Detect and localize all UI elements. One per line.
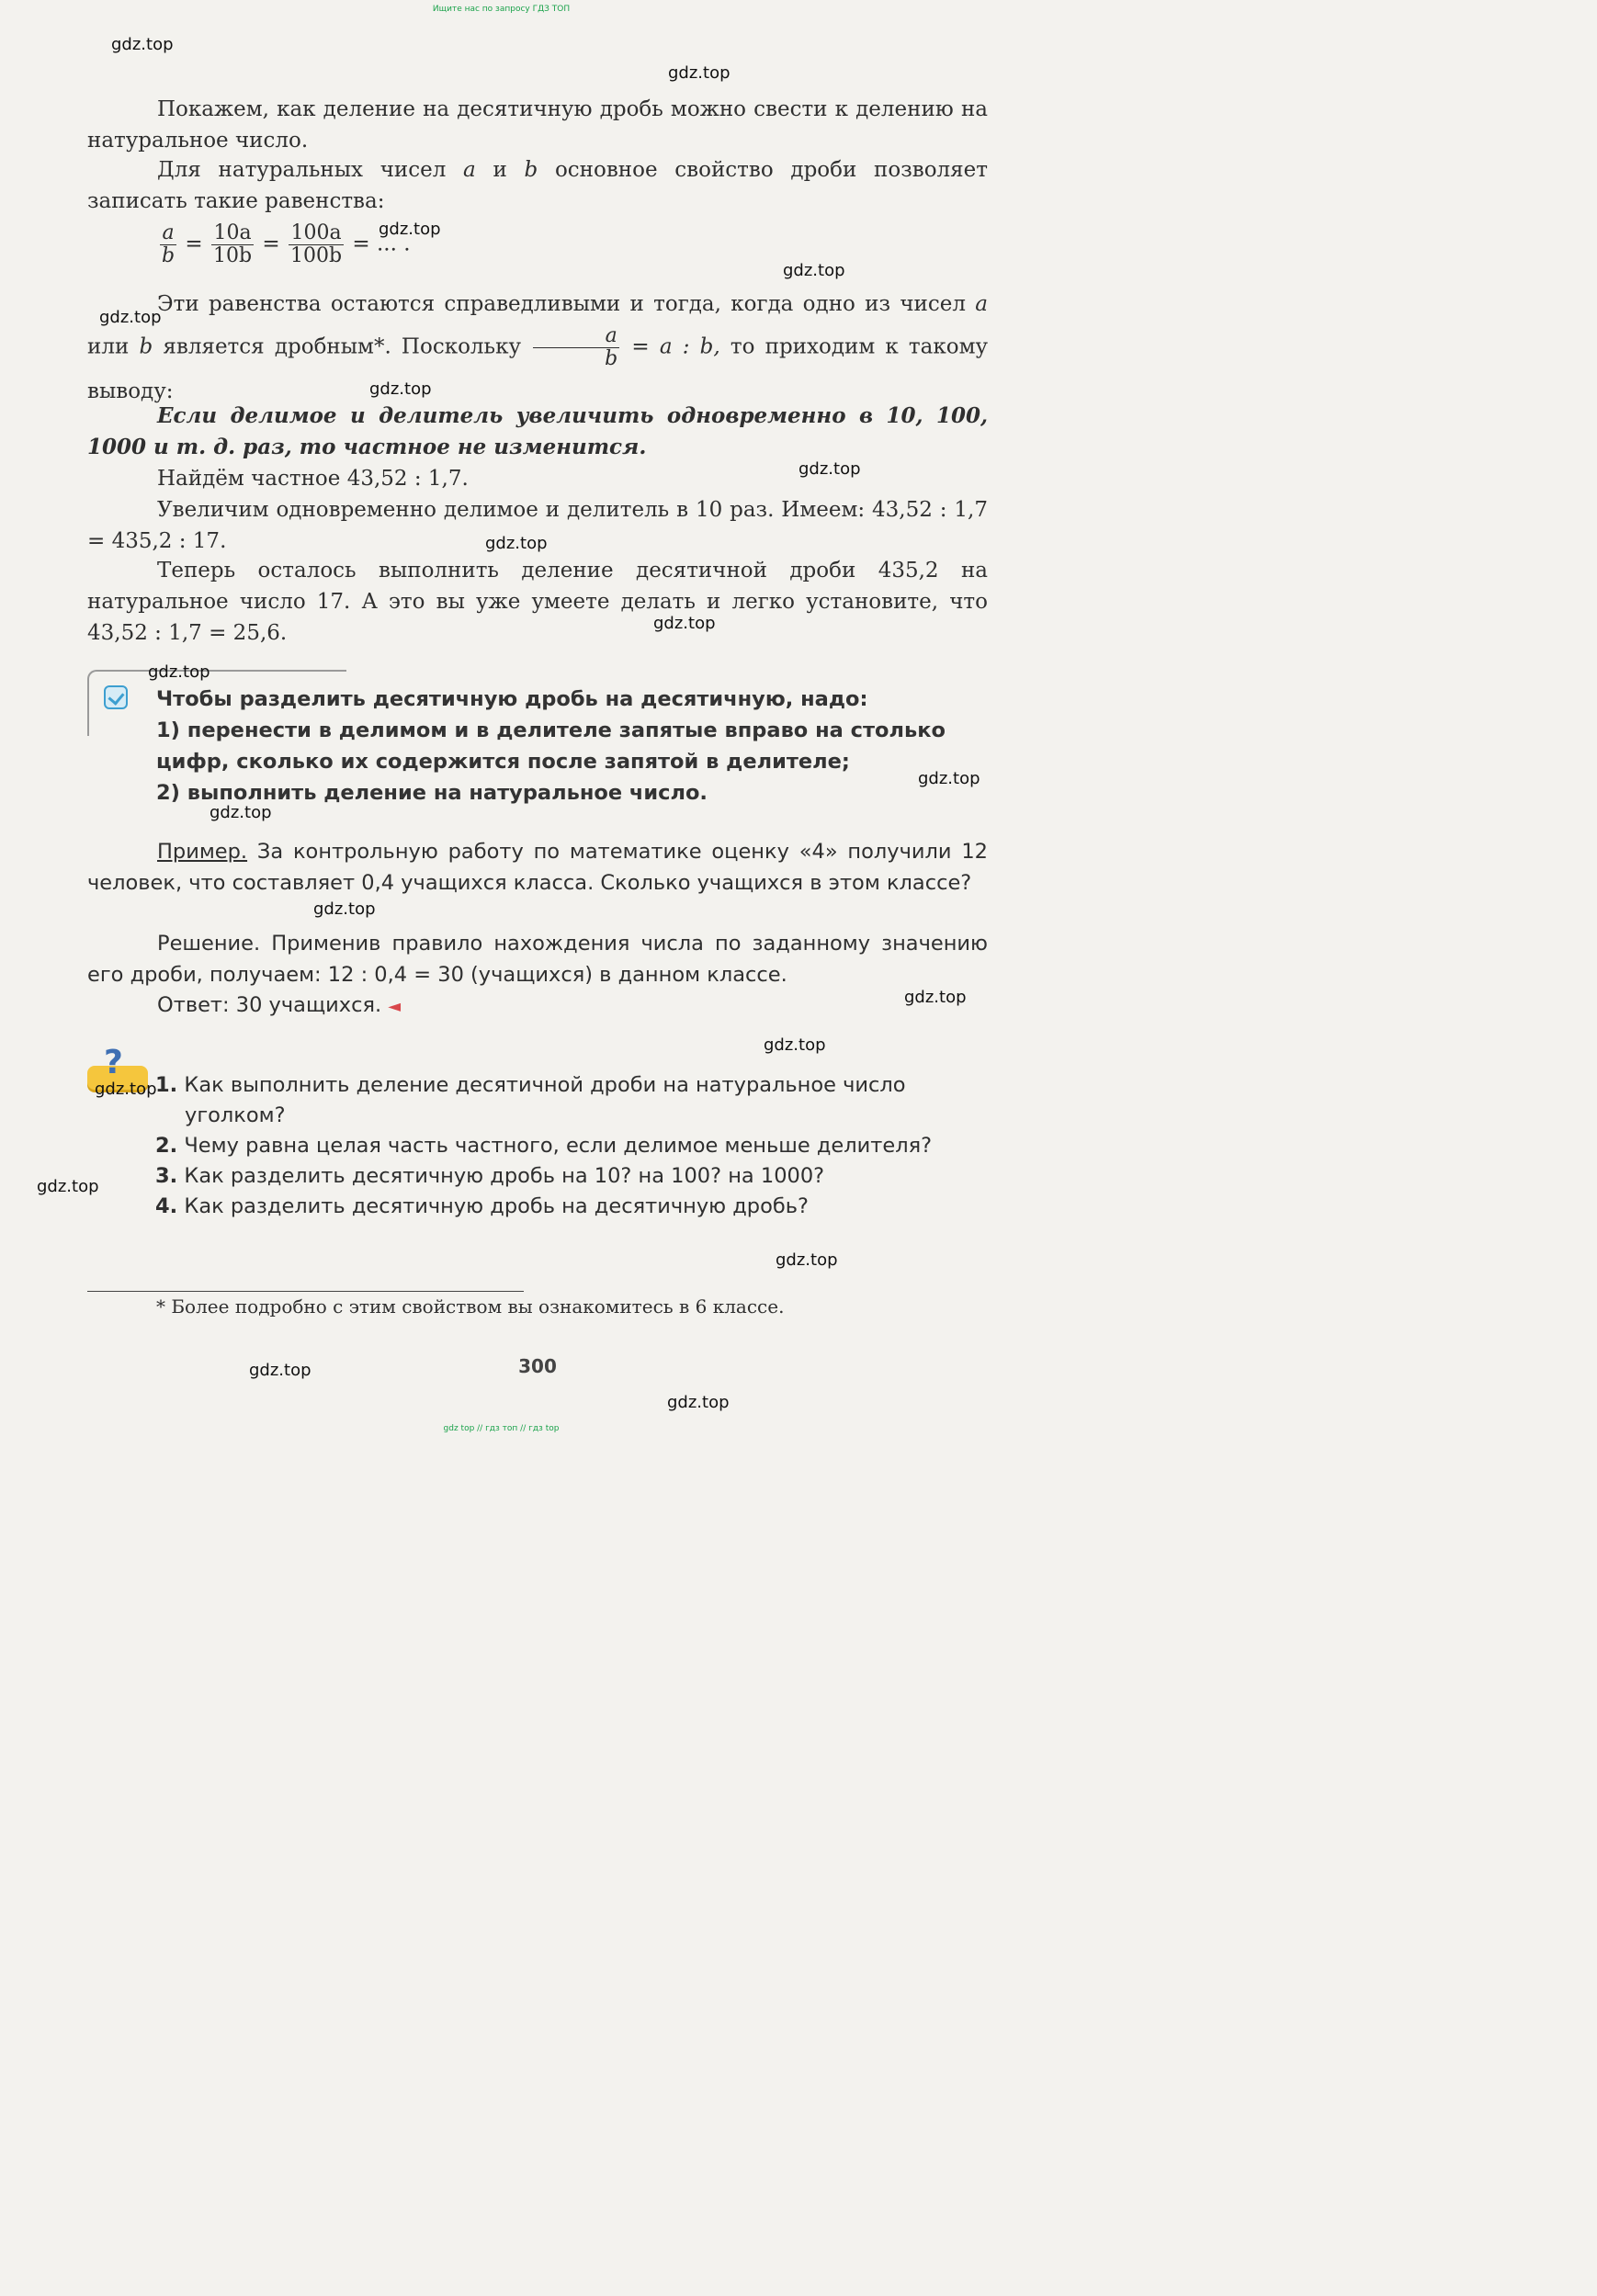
watermark: gdz.top	[485, 534, 548, 553]
equation-a-div-b: = a : b,	[621, 334, 720, 359]
footnote-divider	[87, 1291, 524, 1292]
rule-box	[87, 670, 988, 817]
watermark: gdz.top	[249, 1361, 311, 1380]
watermark: gdz.top	[369, 379, 432, 399]
watermark: gdz.top	[99, 308, 162, 327]
fraction-denominator: 10b	[213, 244, 253, 267]
equation-tail: = ... .	[352, 232, 411, 256]
paragraph-result: Теперь осталось выполнить деление десятичной дроби 435,2 на натуральное число 17. А это вы уже умеете делать и легко установите, что 43,52 : 1,7 = 25,6.	[87, 559, 988, 645]
equals-sign: =	[185, 232, 203, 256]
watermark: gdz.top	[918, 769, 980, 788]
paragraph-find-quotient: Найдём частное 43,52 : 1,7.	[157, 467, 469, 491]
text-segment: основное свойство дроби позволяет записать такие равенства:	[87, 158, 988, 213]
fraction-10a-10b	[211, 222, 254, 267]
watermark: gdz.top	[148, 662, 210, 682]
question-number: 2.	[155, 1134, 178, 1158]
variable-b: b	[524, 158, 538, 182]
question-text: Как разделить десятичную дробь на десятичную дробь?	[177, 1194, 809, 1218]
paragraph-natural-numbers	[87, 154, 988, 217]
text-segment: Эти равенства остаются справедливыми и тогда, когда одно из чисел	[157, 292, 976, 316]
end-of-example-icon: ◄	[388, 997, 402, 1016]
key-property-statement: Если делимое и делитель увеличить одновременно в 10, 100, 1000 и т. д. раз, то частное не изменится.	[87, 403, 988, 459]
watermark: gdz.top	[37, 1177, 99, 1196]
equals-sign: =	[262, 232, 280, 256]
example-text: За контрольную работу по математике оценку «4» получили 12 человек, что составляет 0,4 учащихся класса. Сколько учащихся в этом классе?	[87, 840, 988, 895]
fraction-numerator: 100a	[289, 222, 344, 245]
text-segment: и	[475, 158, 525, 182]
answer-text: Ответ: 30 учащихся.	[157, 993, 382, 1017]
watermark: gdz.top	[653, 614, 716, 633]
watermark: gdz.top	[904, 988, 967, 1007]
variable-a: a	[463, 158, 476, 182]
review-questions	[155, 1070, 988, 1222]
fraction-numerator: 10a	[211, 222, 254, 245]
text-segment: то приходим к такому выводу:	[87, 334, 989, 403]
watermark: gdz.top	[776, 1250, 838, 1270]
bottom-banner: gdz top // гдз топ // гдз top	[443, 1424, 560, 1433]
variable-a: a	[975, 292, 988, 316]
rule-step-1: 1) перенести в делимом и в делителе запятые вправо на столько цифр, сколько их содержится после запятой в делителе;	[156, 718, 946, 774]
question-item	[155, 1192, 988, 1222]
rule-text	[156, 684, 988, 809]
footnote: * Более подробно с этим свойством вы ознакомитесь в 6 классе.	[156, 1295, 785, 1318]
watermark: gdz.top	[313, 899, 376, 919]
fraction-denominator: b	[605, 347, 618, 370]
watermark: gdz.top	[783, 261, 845, 280]
top-banner: Ищите нас по запросу ГДЗ ТОП	[432, 5, 571, 14]
question-text: Как разделить десятичную дробь на 10? на 100? на 1000?	[177, 1164, 825, 1188]
example-paragraph	[87, 836, 988, 899]
text-segment: или	[87, 334, 140, 359]
paragraph-intro: Покажем, как деление на десятичную дробь можно свести к делению на натуральное число.	[87, 97, 988, 153]
page-number: 300	[518, 1355, 557, 1377]
textbook-page	[0, 20, 1002, 1417]
watermark: gdz.top	[210, 803, 272, 822]
question-text: Как выполнить деление десятичной дроби на натуральное число уголком?	[177, 1073, 906, 1127]
variable-b: b	[139, 334, 153, 359]
fraction-100a-100b	[289, 222, 344, 267]
question-mark-glyph: ?	[104, 1044, 123, 1081]
question-text: Чему равна целая часть частного, если делимое меньше делителя?	[177, 1134, 933, 1158]
text-segment: является дробным*. Поскольку	[153, 334, 532, 359]
example-label: Пример.	[157, 840, 248, 864]
rule-step-2: 2) выполнить деление на натуральное число.	[156, 781, 708, 805]
watermark: gdz.top	[668, 63, 731, 83]
answer-paragraph	[87, 990, 988, 1023]
checkbox-pencil-icon	[104, 685, 128, 709]
question-number: 1.	[155, 1073, 178, 1097]
rule-title: Чтобы разделить десятичную дробь на десятичную, надо:	[156, 687, 868, 711]
fraction-numerator: a	[533, 325, 619, 348]
watermark: gdz.top	[95, 1080, 157, 1099]
watermark: gdz.top	[667, 1393, 730, 1412]
fraction-denominator: 100b	[289, 244, 343, 267]
watermark: gdz.top	[111, 35, 174, 54]
fraction-a-b	[160, 222, 176, 267]
text-segment: Для натуральных чисел	[157, 158, 464, 182]
watermark: gdz.top	[379, 220, 441, 239]
watermark: gdz.top	[798, 459, 861, 479]
question-number: 3.	[155, 1164, 178, 1188]
paragraph-multiply-by-ten: Увеличим одновременно делимое и делитель в 10 раз. Имеем: 43,52 : 1,7 = 435,2 : 17.	[87, 498, 988, 553]
paragraph-equalities	[87, 283, 988, 413]
fraction-a-over-b	[533, 325, 619, 370]
fraction-denominator: b	[162, 244, 176, 267]
question-item	[155, 1131, 988, 1161]
question-item	[155, 1070, 988, 1131]
fraction-numerator: a	[160, 222, 176, 245]
question-number: 4.	[155, 1194, 178, 1218]
equation-fractions	[158, 222, 526, 267]
watermark: gdz.top	[764, 1035, 826, 1055]
solution-paragraph: Решение. Применив правило нахождения числа по заданному значению его дроби, получаем: 12 : 0,4 = 30 (учащихся) в данном классе.	[87, 932, 988, 987]
question-item	[155, 1161, 988, 1192]
